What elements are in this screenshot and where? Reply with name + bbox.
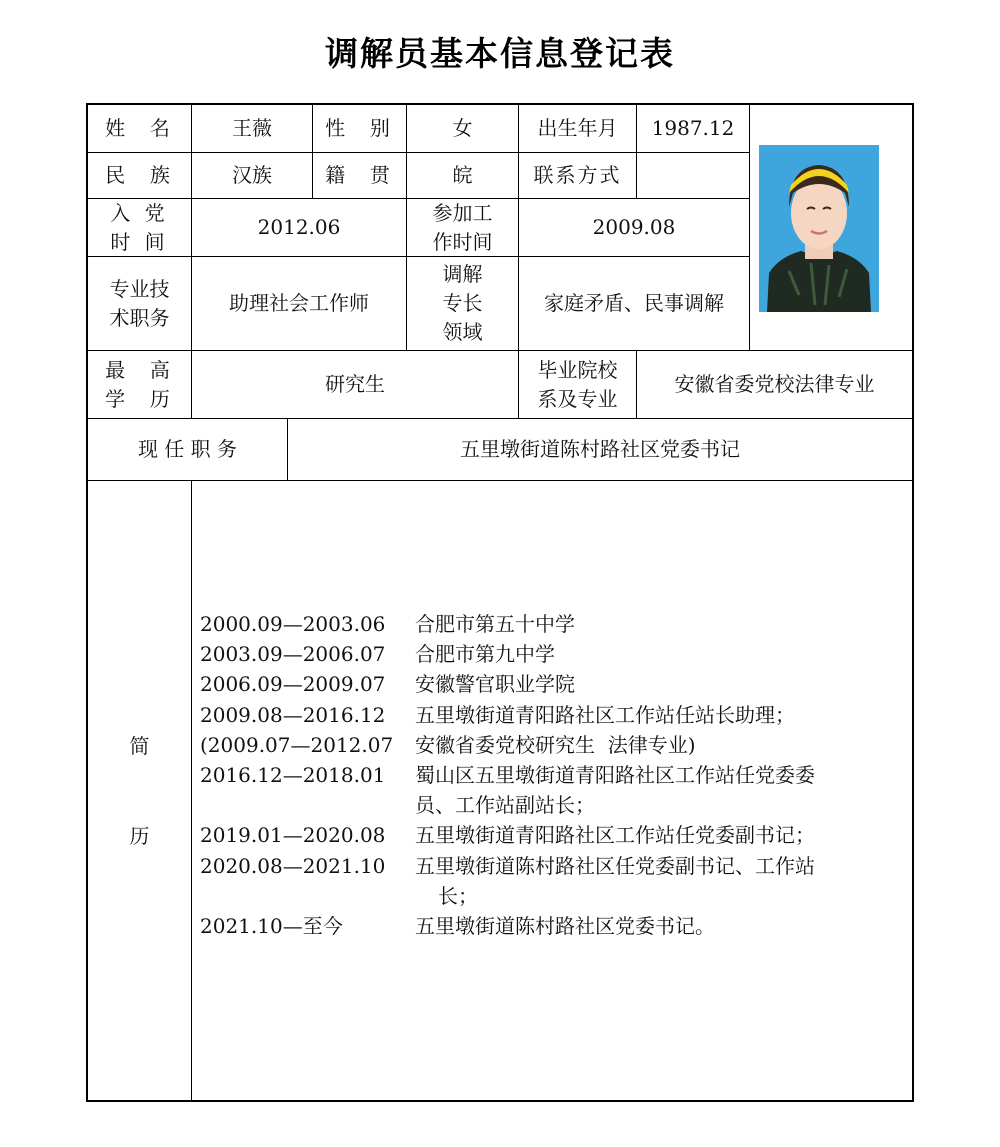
resume-date: 2020.08—2021.10 xyxy=(200,853,386,878)
position-value: 五里墩街道陈村路社区党委书记 xyxy=(460,437,740,461)
resume-entry xyxy=(200,820,900,850)
education-label-line1: 最 高 xyxy=(105,357,174,382)
school-major-label-line1: 毕业院校 xyxy=(537,357,618,382)
resume-text: 合肥市第九中学 xyxy=(415,642,555,667)
specialty-label-line2: 专长 xyxy=(442,291,483,315)
resume-date: 2006.09—2009.07 xyxy=(200,672,386,697)
gender-value: 女 xyxy=(452,116,473,140)
grid-line xyxy=(88,480,912,481)
specialty-value: 家庭矛盾、民事调解 xyxy=(544,291,724,315)
party-time-label-line1: 入 党 xyxy=(110,200,169,225)
resume-text: 五里墩街道青阳路社区工作站任站长助理； xyxy=(415,702,795,727)
resume-entry-continued xyxy=(200,881,900,911)
resume-list xyxy=(200,609,900,941)
ethnicity-label: 民 族 xyxy=(105,163,174,187)
gender-label: 性 别 xyxy=(325,116,394,140)
resume-entry xyxy=(200,639,900,669)
portrait-photo xyxy=(759,145,879,312)
education-value: 研究生 xyxy=(325,372,385,396)
resume-entry xyxy=(200,730,900,760)
grid-line xyxy=(749,105,750,350)
resume-entry xyxy=(200,700,900,730)
school-major-value: 安徽省委党校法律专业 xyxy=(674,372,875,396)
work-time-label-line2: 作时间 xyxy=(432,229,493,254)
resume-label-line1: 简 xyxy=(129,733,150,758)
resume-date: 2000.09—2003.06 xyxy=(200,612,386,636)
work-time-label xyxy=(407,199,518,256)
resume-text: 合肥市第五十中学 xyxy=(415,612,575,636)
name-label: 姓 名 xyxy=(105,116,174,140)
resume-date: 2021.10—至今 xyxy=(200,914,343,939)
resume-date: 2019.01—2020.08 xyxy=(200,823,386,848)
resume-text: 五里墩街道陈村路社区任党委副书记、工作站 xyxy=(415,853,815,878)
work-time-label-line1: 参加工 xyxy=(432,200,493,225)
contact-label: 联系方式 xyxy=(533,163,622,187)
resume-date: 2016.12—2018.01 xyxy=(200,763,386,788)
school-major-label-line2: 系及专业 xyxy=(537,386,618,411)
ethnicity-value: 汉族 xyxy=(232,163,272,187)
birth-value: 1987.12 xyxy=(651,116,735,140)
professional-title-label-line2: 术职务 xyxy=(109,305,170,330)
professional-title-label-line1: 专业技 xyxy=(109,276,170,301)
specialty-label xyxy=(407,257,518,350)
party-time-value: 2012.06 xyxy=(257,215,341,239)
native-place-label: 籍 贯 xyxy=(325,163,394,187)
specialty-label-line3: 领域 xyxy=(442,320,483,344)
birth-label: 出生年月 xyxy=(537,116,618,140)
name-value: 王薇 xyxy=(232,116,272,140)
party-time-label-line2: 时 间 xyxy=(110,229,169,254)
education-label-line2: 学 历 xyxy=(105,386,174,411)
resume-text: 蜀山区五里墩街道青阳路社区工作站任党委委 xyxy=(415,763,815,788)
resume-label-line2: 历 xyxy=(129,823,150,848)
resume-text: 五里墩街道陈村路社区党委书记。 xyxy=(415,914,715,939)
professional-title-value: 助理社会工作师 xyxy=(229,291,369,315)
resume-date: (2009.07—2012.07 xyxy=(200,732,394,757)
resume-text: 安徽警官职业学院 xyxy=(415,672,575,697)
resume-entry-continued xyxy=(200,790,900,820)
resume-entry xyxy=(200,851,900,881)
resume-date: 2003.09—2006.07 xyxy=(200,642,386,667)
resume-entry xyxy=(200,669,900,699)
native-place-value: 皖 xyxy=(452,163,473,187)
resume-text: 安徽省委党校研究生 法律专业) xyxy=(415,732,696,757)
resume-entry xyxy=(200,911,900,941)
position-label: 现 任 职 务 xyxy=(137,437,238,461)
resume-entry xyxy=(200,609,900,639)
resume-text: 员、工作站副站长； xyxy=(415,793,595,818)
page-title: 调解员基本信息登记表 xyxy=(325,34,675,73)
specialty-label-line1: 调解 xyxy=(442,262,483,286)
work-time-value: 2009.08 xyxy=(592,215,676,239)
party-time-label xyxy=(88,199,191,256)
portrait-image xyxy=(759,145,879,312)
education-label xyxy=(88,351,191,418)
resume-text: 五里墩街道青阳路社区工作站任党委副书记； xyxy=(415,823,815,848)
professional-title-label xyxy=(88,257,191,350)
grid-line xyxy=(191,480,192,1100)
resume-date: 2009.08—2016.12 xyxy=(200,702,386,727)
school-major-label xyxy=(519,351,636,418)
resume-text: 长； xyxy=(438,883,478,908)
contact-value xyxy=(637,153,749,198)
resume-entry xyxy=(200,760,900,790)
